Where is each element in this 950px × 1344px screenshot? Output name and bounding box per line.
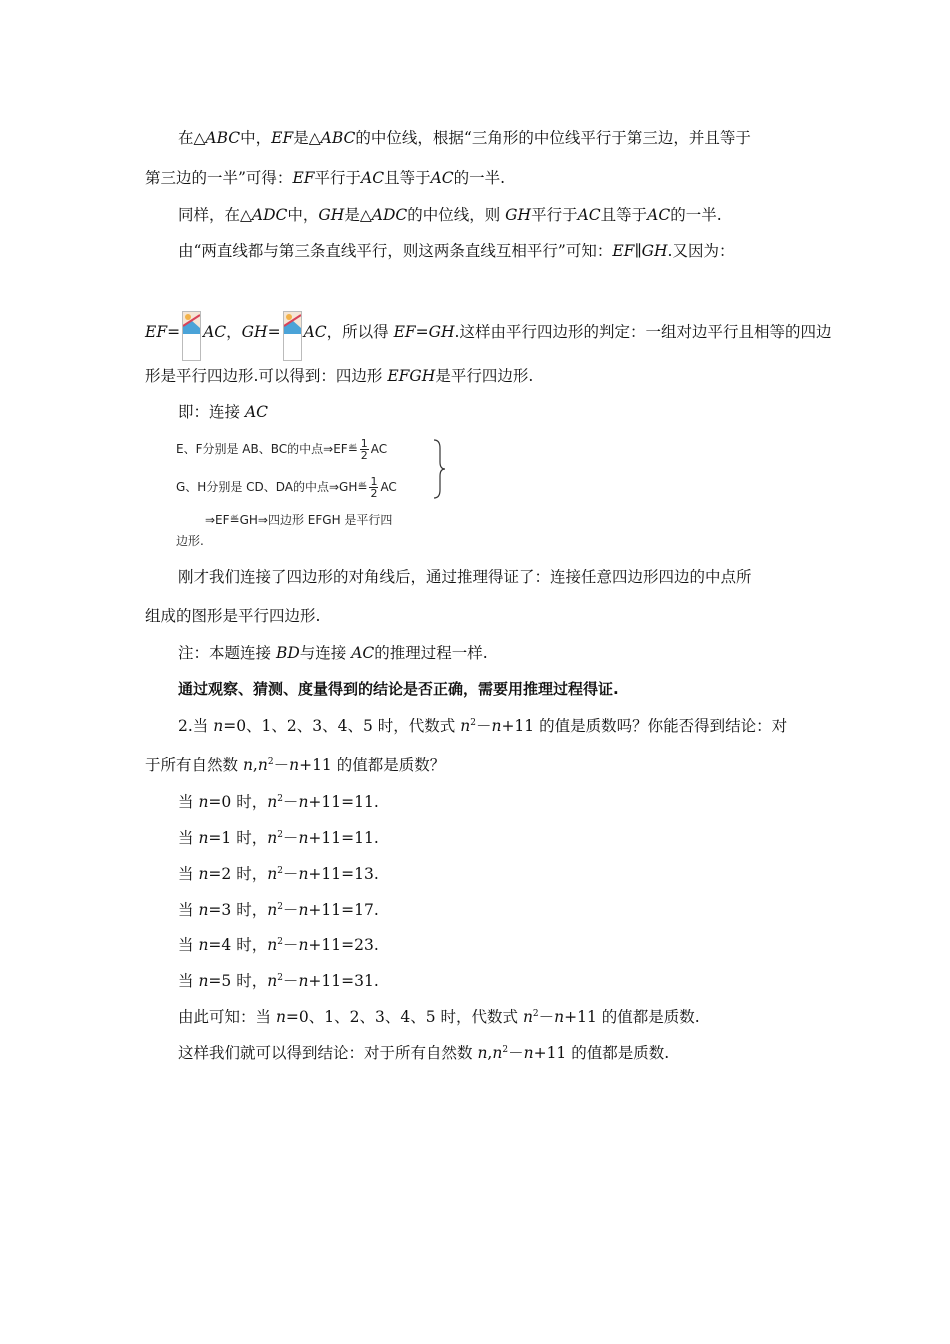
broken-image-icon	[182, 311, 201, 361]
case-line: 当 n=3 时，$n^2-n+11=17$.	[178, 901, 379, 919]
paragraph-line-2: 第三边的一半”可得：EF平行于AC且等于AC的一半.	[145, 169, 506, 187]
paragraph-line-3: 同样，在△ADC中，GH是△ADC的中位线，则 GH平行于AC且等于AC的一半.	[178, 206, 722, 224]
paragraph-line-9: 组成的图形是平行四边形.	[145, 607, 321, 625]
paragraph-line-10: 注：本题连接 BD与连接 AC的推理过程一样.	[178, 644, 488, 662]
paragraph-line-6: 形是平行四边形.可以得到：四边形 EFGH是平行四边形.	[145, 367, 534, 385]
paragraph-line-7: 即：连接 AC	[178, 403, 268, 421]
fraction-half: $\frac{1}{2}$	[370, 475, 378, 500]
question-line-2: 于所有自然数 $n,n^2-n+11$ 的值都是质数？	[145, 756, 446, 774]
case-line: 当 n=1 时，$n^2-n+11=11$.	[178, 829, 379, 847]
paragraph-line-8: 刚才我们连接了四边形的对角线后，通过推理得证了：连接任意四边形四边的中点所	[178, 568, 752, 586]
right-brace-icon	[432, 438, 446, 500]
case-line: 当 n=4 时，$n^2-n+11=23$.	[178, 936, 379, 954]
fraction-half: $\frac{1}{2}$	[360, 437, 368, 462]
proof-row-1: E、F分别是 AB、BC的中点⇒EF≝ $\frac{1}{2}$ AC	[176, 437, 388, 462]
broken-image-icon	[283, 311, 302, 361]
proof-row-3: ⇒EF≝GH⇒四边形 EFGH 是平行四	[205, 513, 393, 527]
bold-conclusion: 通过观察、猜测、度量得到的结论是否正确，需要用推理过程得证.	[178, 680, 619, 698]
final-conclusion-line: 这样我们就可以得到结论：对于所有自然数 $n,n^2-n+11$ 的值都是质数.	[178, 1044, 670, 1062]
proof-row-2: G、H分别是 CD、DA的中点⇒GH≝ $\frac{1}{2}$ AC	[176, 475, 397, 500]
paragraph-line-1: 在△ABC中，EF是△ABC的中位线，根据“三角形的中位线平行于第三边，并且等于	[178, 129, 751, 147]
case-line: 当 n=2 时，$n^2-n+11=13$.	[178, 865, 379, 883]
summary-line: 由此可知：当 n=0、1、2、3、4、5 时，代数式 $n^2-n+11$ 的值都是质数.	[178, 1008, 700, 1026]
case-line: 当 n=0 时，$n^2-n+11=11$.	[178, 793, 379, 811]
question-line-1: 2.当 n=0、1、2、3、4、5 时，代数式 $n^2-n+11$ 的值是质数吗？你能否得到结论：对	[178, 717, 788, 735]
case-line: 当 n=5 时，$n^2-n+11=31$.	[178, 972, 379, 990]
proof-row-4: 边形.	[176, 534, 204, 548]
paragraph-line-5: EF= AC，GH= AC，所以得 EF=GH.这样由平行四边形的判定：一组对边平行且相等的四边	[145, 311, 831, 361]
paragraph-line-4: 由“两直线都与第三条直线平行，则这两条直线互相平行”可知：EF∥GH.又因为：	[178, 242, 735, 260]
